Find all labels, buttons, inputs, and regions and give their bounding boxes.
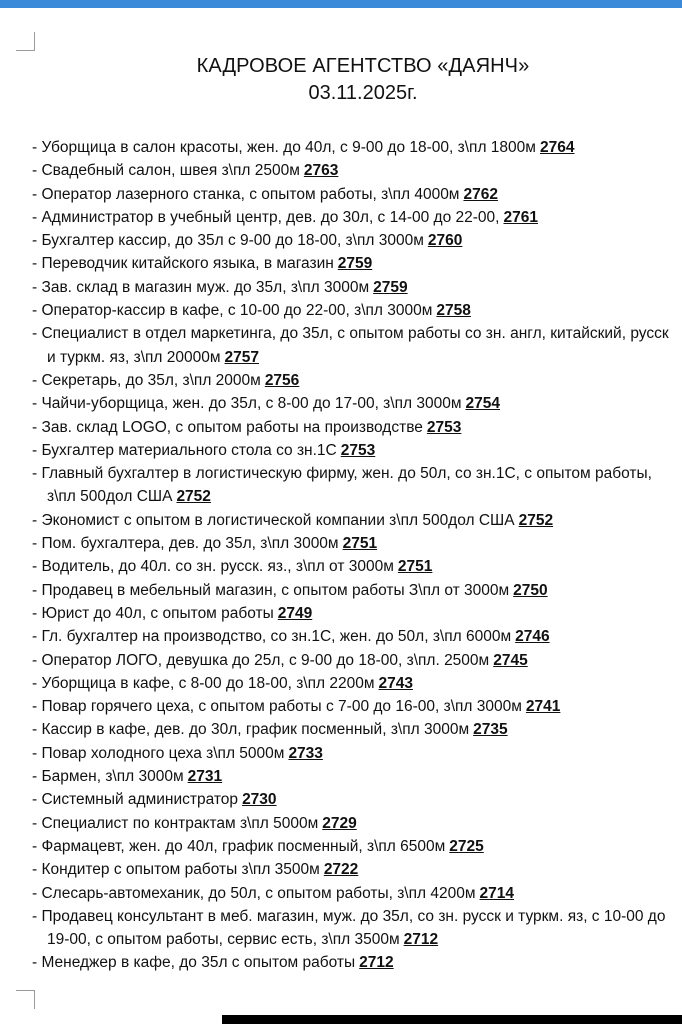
vacancy-code: 2735 [473, 721, 508, 739]
vacancy-code: 2751 [397, 558, 433, 576]
vacancy-item [32, 765, 672, 788]
vacancy-text: - Слесарь-автомеханик, до 50л, с опытом работы, з\пл 4200м [32, 884, 476, 902]
vacancy-code: 2762 [463, 185, 498, 203]
vacancy-code: 2758 [436, 302, 471, 320]
vacancy-item [32, 509, 672, 532]
vacancy-text: - Специалист по контрактам з\пл 5000м [32, 814, 319, 832]
vacancy-code: 2714 [479, 884, 514, 902]
vacancy-code: 2712 [403, 931, 439, 949]
vacancy-text: - Бармен, з\пл 3000м [32, 768, 184, 786]
vacancy-item [32, 229, 672, 252]
vacancy-text: - Свадебный салон, швея з\пл 2500м [32, 162, 300, 180]
vacancy-text: - Оператор ЛОГО, девушка до 25л, с 9-00 до 18-00, з\пл. 2500м [32, 651, 490, 669]
vacancy-code: 2757 [224, 348, 259, 366]
vacancy-item [32, 835, 672, 858]
vacancy-item [32, 742, 672, 765]
vacancy-code: 2753 [340, 441, 376, 459]
vacancy-text: - Чайчи-уборщица, жен. до 35л, с 8-00 до 17-00, з\пл 3000м [32, 395, 462, 413]
vacancy-item [32, 625, 672, 648]
vacancy-text: - Специалист в отдел маркетинга, до 35л, с опытом работы со зн. англ, китайский, русск и туркм. яз, з\пл 20000м [32, 325, 669, 366]
vacancy-item [32, 579, 672, 602]
vacancy-text: - Оператор-кассир в кафе, с 10-00 до 22-00, з\пл 3000м [32, 302, 433, 320]
vacancy-text: - Пом. бухгалтера, дев. до 35л, з\пл 3000м [32, 535, 339, 553]
vacancy-text: - Юрист до 40л, с опытом работы [32, 604, 274, 622]
vacancy-item [32, 392, 672, 415]
vacancy-code: 2750 [513, 581, 548, 599]
page-corner-mark-bottom [16, 990, 35, 1009]
vacancy-item [32, 183, 672, 206]
vacancy-item [32, 322, 672, 369]
vacancy-item [32, 276, 672, 299]
vacancy-text: - Главный бухгалтер в логистическую фирму, жен. до 50л, со зн.1С, с опытом работы, з\пл 500дол США [32, 465, 652, 506]
vacancy-code: 2729 [322, 814, 357, 832]
page-title: КАДРОВОЕ АГЕНТСТВО «ДАЯНЧ» [196, 55, 530, 77]
vacancy-item [32, 812, 672, 835]
vacancy-text: - Переводчик китайского языка, в магазин [32, 255, 334, 273]
vacancy-item [32, 439, 672, 462]
vacancy-code: 2759 [373, 278, 408, 296]
vacancy-item [32, 159, 672, 182]
vacancy-text: - Повар горячего цеха, с опытом работы с 7-00 до 16-00, з\пл 3000м [32, 698, 522, 716]
vacancy-item [32, 462, 672, 509]
vacancy-code: 2761 [503, 208, 538, 226]
vacancy-text: - Зав. склад LOGO, с опытом работы на производстве [32, 418, 423, 436]
vacancy-code: 2731 [187, 768, 223, 786]
vacancy-code: 2730 [242, 791, 277, 809]
vacancy-text: - Продавец консультант в меб. магазин, муж. до 35л, со зн. русск и туркм. яз, с 10-00 до 19-00, с опытом работы, сервис есть, з\пл 3500м [32, 907, 666, 949]
vacancy-code: 2754 [465, 395, 500, 413]
vacancy-text: - Уборщица в салон красоты, жен. до 40л, с 9-00 до 18-00, з\пл 1800м [32, 139, 536, 156]
vacancy-item [32, 369, 672, 392]
vacancy-item [32, 882, 672, 905]
vacancy-item [32, 858, 672, 881]
vacancy-text: - Менеджер в кафе, до 35л с опытом работы [32, 954, 356, 972]
vacancy-code: 2712 [359, 954, 394, 972]
vacancy-code: 2743 [378, 674, 413, 692]
vacancy-code: 2760 [427, 232, 463, 250]
page-corner-mark-top [16, 32, 35, 51]
vacancy-code: 2759 [337, 255, 373, 273]
vacancy-code: 2752 [176, 488, 211, 506]
vacancy-item [32, 951, 672, 974]
top-accent-bar [0, 0, 682, 8]
vacancy-item [32, 136, 672, 159]
vacancy-item [32, 672, 672, 695]
bottom-black-bar [222, 1015, 682, 1024]
vacancy-item [32, 555, 672, 578]
vacancy-code: 2749 [277, 604, 313, 622]
vacancy-code: 2764 [539, 139, 575, 156]
vacancy-item [32, 206, 672, 229]
vacancy-item [32, 695, 672, 718]
vacancy-item [32, 788, 672, 811]
vacancy-item [32, 718, 672, 741]
vacancy-item [32, 252, 672, 275]
vacancy-text: - Оператор лазерного станка, с опытом работы, з\пл 4000м [32, 185, 460, 203]
vacancy-text: - Продавец в мебельный магазин, с опытом работы З\пл от 3000м [32, 581, 510, 599]
vacancy-code: 2751 [342, 535, 378, 553]
vacancy-text: - Бухгалтер кассир, до 35л с 9-00 до 18-00, з\пл 3000м [32, 232, 424, 250]
vacancy-text: - Водитель, до 40л. со зн. русск. яз., з\пл от 3000м [32, 558, 394, 576]
vacancy-text: - Системный администратор [32, 791, 239, 809]
vacancy-text: - Секретарь, до 35л, з\пл 2000м [32, 371, 261, 389]
vacancy-text: - Бухгалтер материального стола со зн.1С [32, 441, 337, 459]
vacancy-code: 2745 [493, 651, 528, 669]
vacancy-item [32, 905, 672, 952]
vacancy-code: 2763 [303, 162, 339, 180]
vacancy-item [32, 649, 672, 672]
vacancy-text: - Зав. склад в магазин муж. до 35л, з\пл 3000м [32, 278, 370, 296]
vacancy-item [32, 416, 672, 439]
vacancy-text: - Повар холодного цеха з\пл 5000м [32, 744, 285, 762]
vacancy-code: 2725 [449, 837, 484, 855]
vacancy-text: - Администратор в учебный центр, дев. до 30л, с 14-00 до 22-00, [32, 208, 500, 226]
page-date: 03.11.2025г. [308, 82, 418, 104]
vacancy-item [32, 532, 672, 555]
vacancy-code: 2746 [515, 628, 550, 646]
vacancy-text: - Гл. бухгалтер на производство, со зн.1С, жен. до 50л, з\пл 6000м [32, 628, 512, 646]
vacancy-code: 2741 [525, 698, 561, 716]
vacancy-code: 2722 [323, 861, 359, 879]
vacancy-text: - Фармацевт, жен. до 40л, график посменный, з\пл 6500м [32, 837, 446, 855]
vacancy-text: - Кондитер с опытом работы з\пл 3500м [32, 861, 320, 879]
vacancy-code: 2756 [264, 371, 300, 389]
vacancy-code: 2752 [518, 511, 554, 529]
vacancy-item [32, 299, 672, 322]
vacancy-list [32, 136, 672, 975]
vacancy-code: 2753 [426, 418, 462, 436]
vacancy-text: - Экономист с опытом в логистической компании з\пл 500дол США [32, 511, 515, 529]
vacancy-text: - Уборщица в кафе, с 8-00 до 18-00, з\пл 2200м [32, 674, 375, 692]
vacancy-code: 2733 [288, 744, 323, 762]
vacancy-item [32, 602, 672, 625]
vacancy-text: - Кассир в кафе, дев. до 30л, график посменный, з\пл 3000м [32, 721, 470, 739]
